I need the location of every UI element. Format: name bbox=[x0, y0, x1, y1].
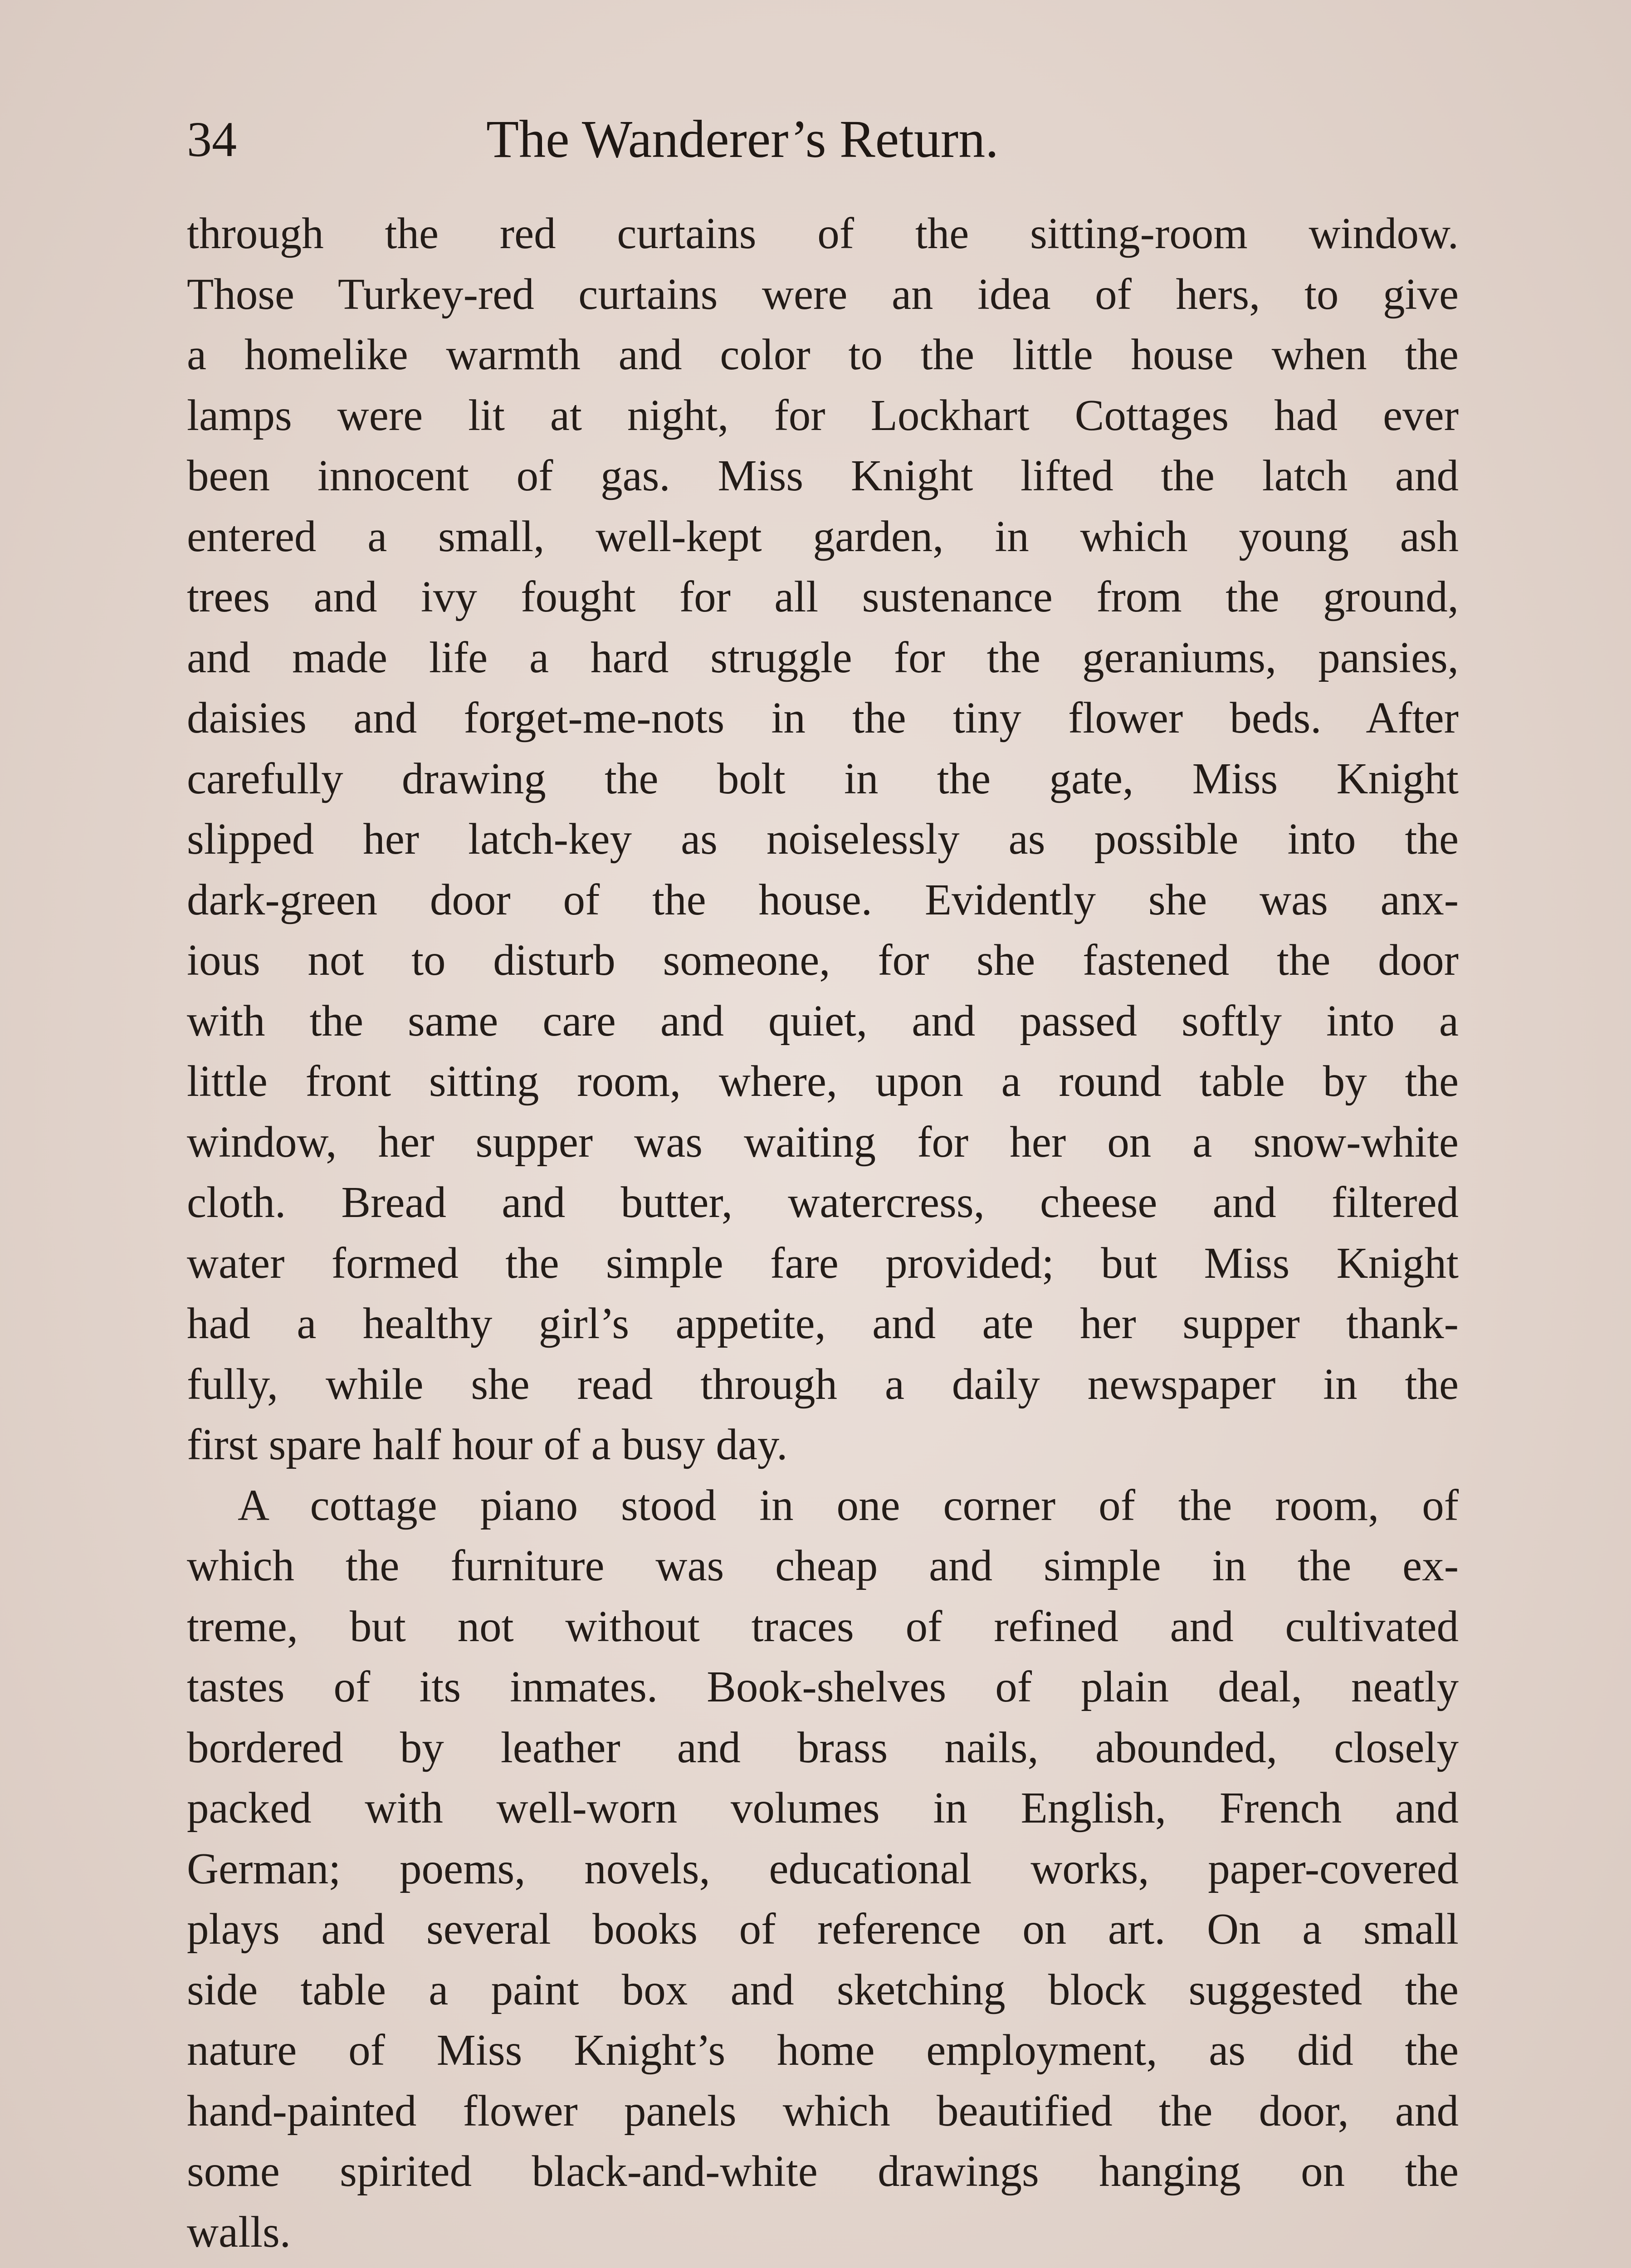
text-line: cloth. Bread and butter, watercress, cheese and filtered bbox=[187, 1178, 1459, 1227]
text-line: with the same care and quiet, and passed softly into a bbox=[187, 996, 1459, 1045]
text-line: dark-green door of the house. Evidently she was anx- bbox=[187, 875, 1459, 924]
text-line: ious not to disturb someone, for she fastened the door bbox=[187, 936, 1459, 984]
paragraph-first-line: A cottage piano stood in one corner of the room, of bbox=[238, 1481, 1459, 1530]
running-title: The Wanderer’s Return. bbox=[486, 109, 999, 169]
text-line: lamps were lit at night, for Lockhart Cottages had ever bbox=[187, 391, 1459, 440]
text-line: trees and ivy fought for all sustenance from the ground, bbox=[187, 572, 1459, 621]
text-line: been innocent of gas. Miss Knight lifted the latch and bbox=[187, 451, 1459, 500]
text-line: Those Turkey-red curtains were an idea of hers, to give bbox=[187, 269, 1459, 318]
text-line: side table a paint box and sketching block suggested the bbox=[187, 1965, 1459, 2014]
text-line: daisies and forget-me-nots in the tiny flower beds. After bbox=[187, 694, 1459, 742]
text-line: fully, while she read through a daily newspaper in the bbox=[187, 1359, 1459, 1408]
paragraph-last-line: walls. bbox=[187, 2207, 291, 2256]
text-line: bordered by leather and brass nails, abounded, closely bbox=[187, 1723, 1459, 1772]
paragraph-last-line: first spare half hour of a busy day. bbox=[187, 1420, 788, 1469]
text-line: plays and several books of reference on art. On a small bbox=[187, 1905, 1459, 1953]
text-line: a homelike warmth and color to the little house when the bbox=[187, 330, 1459, 379]
text-line: some spirited black-and-white drawings hanging on the bbox=[187, 2147, 1459, 2195]
text-line: had a healthy girl’s appetite, and ate her supper thank- bbox=[187, 1299, 1459, 1348]
text-line: hand-painted flower panels which beautified the door, and bbox=[187, 2086, 1459, 2135]
text-line: entered a small, well-kept garden, in which young ash bbox=[187, 512, 1459, 561]
body-text bbox=[187, 203, 1459, 2268]
text-line: through the red curtains of the sitting-room window. bbox=[187, 209, 1459, 258]
text-line: German; poems, novels, educational works, paper-covered bbox=[187, 1844, 1459, 1893]
text-line: treme, but not without traces of refined and cultivated bbox=[187, 1602, 1459, 1651]
text-line: little front sitting room, where, upon a round table by the bbox=[187, 1057, 1459, 1105]
text-line: window, her supper was waiting for her on a snow-white bbox=[187, 1117, 1459, 1166]
text-line: slipped her latch-key as noiselessly as possible into the bbox=[187, 815, 1459, 863]
text-line: nature of Miss Knight’s home employment, as did the bbox=[187, 2026, 1459, 2074]
text-line: tastes of its inmates. Book-shelves of plain deal, neatly bbox=[187, 1662, 1459, 1711]
page-number: 34 bbox=[187, 112, 237, 167]
text-line: carefully drawing the bolt in the gate, Miss Knight bbox=[187, 754, 1459, 803]
text-line: packed with well-worn volumes in English, French and bbox=[187, 1784, 1459, 1832]
page-header bbox=[187, 105, 1459, 173]
text-line: which the furniture was cheap and simple in the ex- bbox=[187, 1541, 1459, 1590]
text-line: water formed the simple fare provided; but Miss Knight bbox=[187, 1238, 1459, 1287]
text-line: and made life a hard struggle for the geraniums, pansies, bbox=[187, 633, 1459, 682]
paragraph-first-line bbox=[187, 2262, 1459, 2268]
